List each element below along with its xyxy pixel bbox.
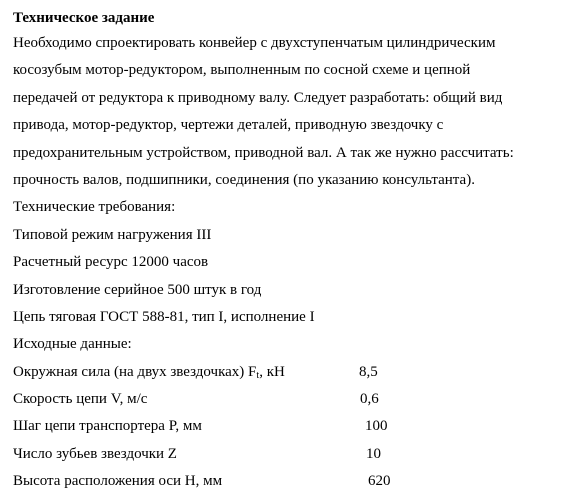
input-data-row (13, 362, 559, 389)
requirement-item: Типовой режим нагружения III (13, 226, 212, 243)
document-body (13, 8, 559, 499)
paragraph-line: предохранительным устройством, приводной вал. А так же нужно рассчитать: (13, 144, 514, 161)
input-data-label: Шаг цепи транспортера P, мм (13, 418, 202, 435)
input-data-row (13, 389, 559, 416)
input-data-label: Высота расположения оси H, мм (13, 473, 223, 490)
input-data-value: 620 (368, 473, 391, 490)
paragraph-line: привода, мотор-редуктор, чертежи деталей, приводную звездочку с (13, 117, 444, 134)
paragraph-line: косозубым мотор-редуктором, выполненным по сосной схеме и цепной (13, 62, 471, 79)
input-data-row (13, 471, 559, 498)
input-data-value: 100 (365, 418, 388, 435)
requirement-item: Расчетный ресурс 12000 часов (13, 254, 209, 271)
input-data-label: Окружная сила (на двух звездочках) $F_t$, кН (13, 363, 285, 381)
subscript: t (256, 369, 260, 381)
paragraph-line: Необходимо спроектировать конвейер с двухступенчатым цилиндрическим (13, 35, 496, 51)
document-title: Техническое задание (13, 10, 155, 26)
input-data-heading: Исходные данные: (13, 336, 132, 353)
paragraph-line: прочность валов, подшипники, соединения (по указанию консультанта). (13, 171, 475, 188)
input-data-label: Скорость цепи V, м/с (13, 391, 148, 408)
input-data-row (13, 444, 559, 471)
requirement-item: Изготовление серийное 500 штук в год (13, 281, 262, 298)
requirements-heading: Технические требования: (13, 199, 176, 216)
input-data-row (13, 416, 559, 443)
input-data-value: 8,5 (359, 363, 378, 380)
requirement-item: Цепь тяговая ГОСТ 588-81, тип I, исполнение I (13, 308, 315, 325)
paragraph-line: передачей от редуктора к приводному валу. Следует разработать: общий вид (13, 89, 503, 106)
input-data-label: Число зубьев звездочки Z (13, 445, 177, 462)
input-data-value: 10 (366, 445, 381, 462)
input-data-value: 0,6 (360, 391, 379, 408)
